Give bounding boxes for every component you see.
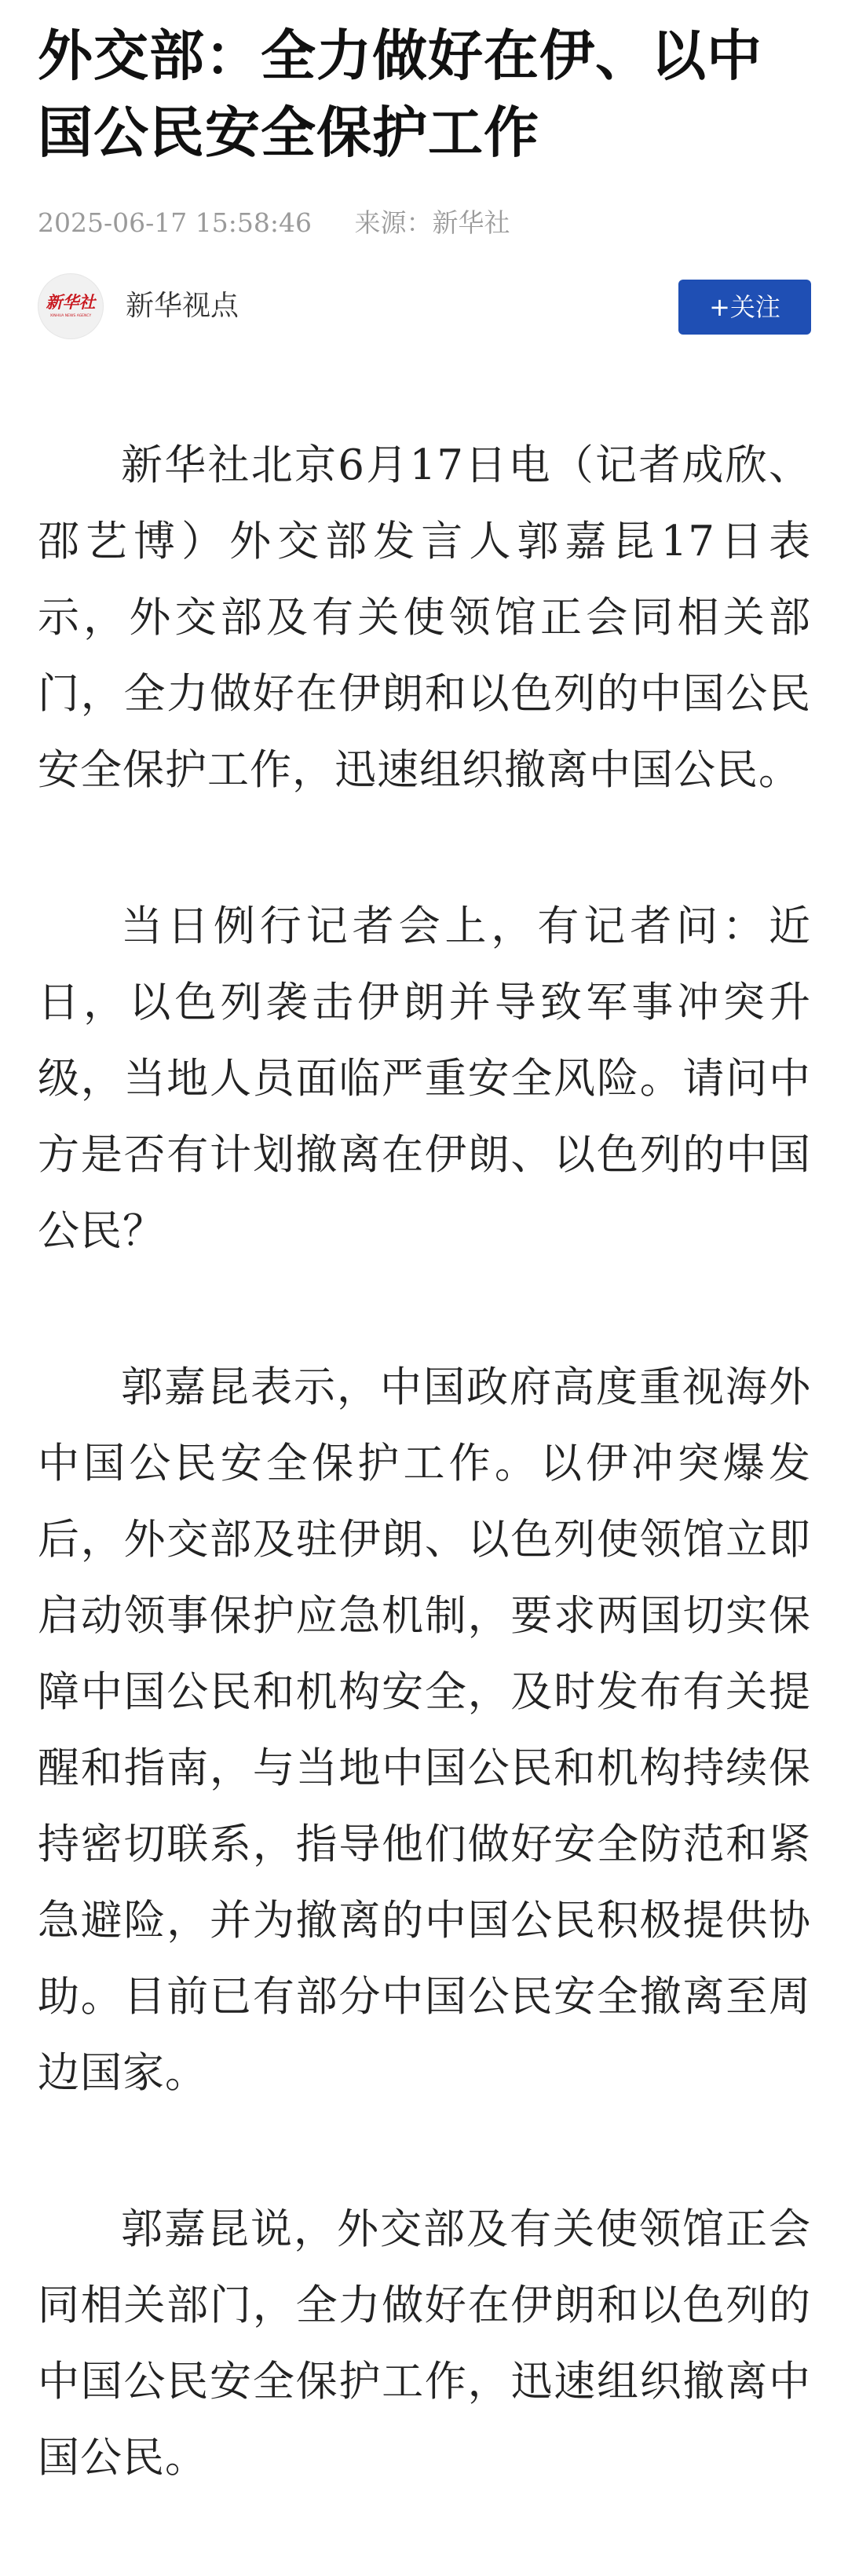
article-body bbox=[38, 427, 811, 2576]
article-paragraph: 郭嘉昆表示，中国政府高度重视海外中国公民安全保护工作。以伊冲突爆发后，外交部及驻伊朗、以色列使领馆立即启动领事保护应急机制，要求两国切实保障中国公民和机构安全，及时发布有关提醒和指南，与当地中国公民和机构持续保持密切联系，指导他们做好安全防范和紧急避险，并为撤离的中国公民积极提供协助。目前已有部分中国公民安全撤离至周边国家。 bbox=[38, 1363, 811, 2097]
follow-button[interactable]: +关注 bbox=[678, 280, 811, 335]
author-row bbox=[38, 272, 811, 341]
logo-text: 新华社 bbox=[46, 292, 96, 312]
source-label: 来源：新华社 bbox=[354, 207, 510, 238]
article-title: 外交部：全力做好在伊、以中国公民安全保护工作 bbox=[38, 24, 762, 165]
article-paragraph: 新华社北京6月17日电（记者成欣、邵艺博）外交部发言人郭嘉昆17日表示，外交部及有关使领馆正会同相关部门，全力做好在伊朗和以色列的中国公民安全保护工作，迅速组织撤离中国公民。 bbox=[38, 441, 811, 794]
logo-subtext: XINHUA NEWS AGENCY bbox=[49, 314, 92, 318]
article-paragraph: 当日例行记者会上，有记者问：近日，以色列袭击伊朗并导致军事冲突升级，当地人员面临严重安全风险。请问中方是否有计划撤离在伊朗、以色列的中国公民？ bbox=[38, 902, 811, 1255]
article-paragraph: 郭嘉昆说，外交部及有关使领馆正会同相关部门，全力做好在伊朗和以色列的中国公民安全保护工作，迅速组织撤离中国公民。 bbox=[38, 2205, 811, 2482]
xinhua-logo-icon bbox=[38, 273, 104, 339]
avatar[interactable] bbox=[38, 273, 104, 339]
publish-timestamp: 2025-06-17 15:58:46 bbox=[38, 207, 312, 238]
article-meta bbox=[38, 206, 510, 240]
account-name[interactable]: 新华视点 bbox=[126, 290, 239, 322]
